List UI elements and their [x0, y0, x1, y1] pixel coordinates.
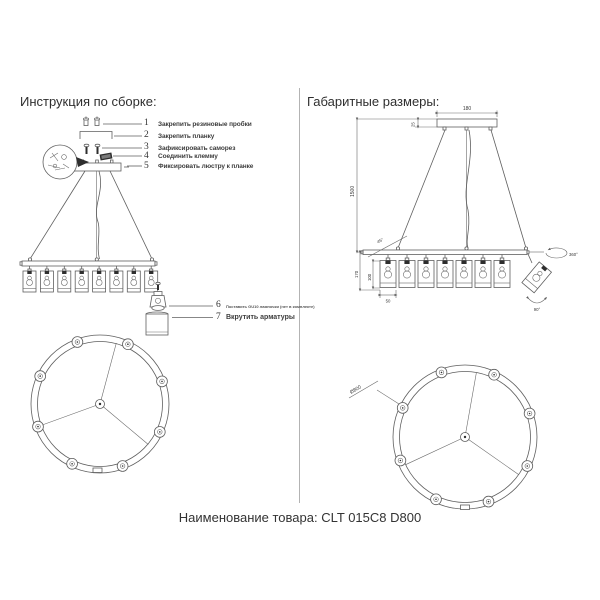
dim-label-90: 90° [533, 307, 541, 312]
step-label: Закрепить планку [158, 132, 215, 140]
ring-bar-side [20, 258, 157, 266]
dim-lamp-drop [354, 252, 380, 290]
product-name-caption [0, 510, 600, 525]
suspension-cables [30, 171, 152, 259]
dim-swivel [529, 248, 578, 258]
detail-magnifier-circle [43, 145, 89, 179]
step-number: 1 [144, 118, 149, 128]
step-number: 3 [144, 142, 149, 152]
right-panel-title: Габаритные размеры: [307, 94, 440, 109]
step-number: 4 [144, 150, 149, 161]
shade-armature [146, 312, 168, 335]
dim-label-50: 50 [385, 298, 391, 304]
dim-label-1500: 1500 [350, 185, 356, 197]
mounting-strap [80, 132, 112, 140]
caption-label: Наименование товара: [178, 510, 318, 525]
dim-label-100: 100 [367, 273, 372, 281]
dimension-diagram [350, 106, 578, 312]
terminal-block [100, 153, 113, 161]
step-label: Соединить клемму [158, 153, 218, 160]
dim-canopy-width [437, 106, 497, 117]
step-number: 7 [216, 311, 221, 322]
step-label: Вкрутить арматуры [226, 313, 295, 321]
screws [84, 144, 100, 154]
dim-shade-width [380, 290, 396, 304]
rubber-plugs [83, 117, 99, 126]
dim-label-25: 25 [410, 122, 416, 127]
dim-shade-height [367, 261, 380, 288]
ring-connector [93, 468, 102, 473]
dim-total-height [350, 119, 363, 252]
step-number: 5 [144, 160, 149, 171]
ring-top-view-left [31, 335, 169, 473]
step-number: 6 [216, 300, 221, 310]
dim-label-180: 180 [462, 106, 472, 112]
step-label: Фиксировать люстру к планке [158, 163, 254, 170]
ring-lamps-side [23, 266, 158, 292]
dim-label-360: 360° [569, 252, 578, 257]
dim-ring-diameter [349, 381, 399, 404]
dim-label-170: 170 [354, 270, 359, 278]
step-label: Зафиксировать саморез [158, 144, 236, 152]
caption-value: CLT 015C8 D800 [321, 510, 422, 525]
step-number: 2 [144, 130, 149, 140]
canopy [437, 119, 497, 127]
dim-label-800: Ø800 [348, 384, 363, 396]
suspension-cables-right [398, 130, 526, 248]
step-label: Закрепить резиновые пробки [158, 120, 252, 128]
step-label: Поставить GU10 лампочки (нет в комплекте) [226, 304, 315, 309]
ring-bar-side-right [361, 247, 529, 255]
ring-top-view-right [349, 365, 537, 510]
dim-arc [528, 298, 546, 312]
ring-lamps-side-right [380, 255, 510, 288]
dim-label-45: 45° [376, 236, 385, 245]
tilted-lamp [522, 254, 552, 293]
left-panel-title: Инструкция по сборке: [20, 94, 157, 109]
dim-canopy-height [411, 119, 438, 127]
ring-connector [461, 505, 470, 510]
